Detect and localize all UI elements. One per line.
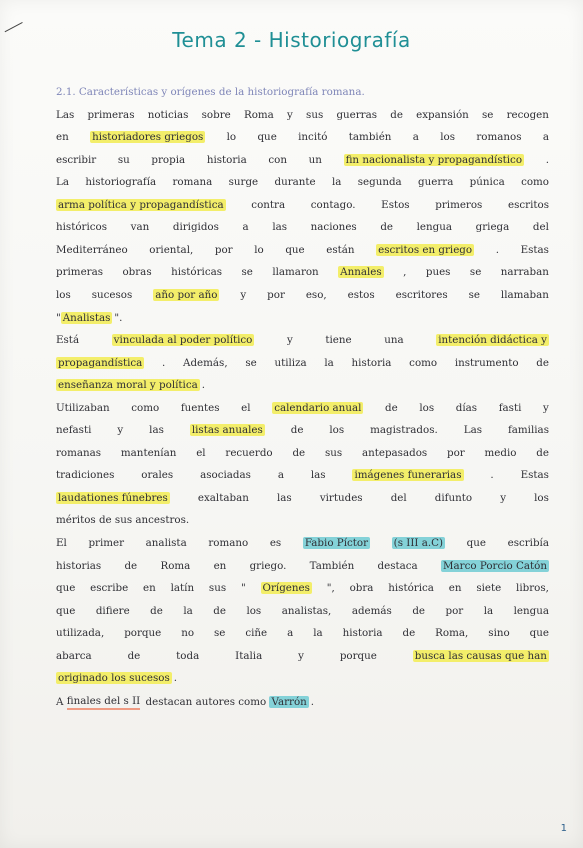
note-line — [56, 605, 549, 617]
note-word: abarca — [56, 649, 92, 662]
note-word: romana — [172, 176, 213, 189]
note-word: sucesos — [91, 288, 133, 301]
note-word: de — [536, 446, 549, 459]
note-word: en — [56, 131, 69, 144]
note-word: los — [56, 288, 71, 301]
note-word: tradiciones — [56, 469, 115, 482]
note-text: ". — [114, 311, 123, 324]
note-word: virtudes — [319, 491, 363, 504]
note-word: propia — [151, 153, 186, 166]
note-word: . — [495, 243, 499, 256]
highlighted-text: calendario anual — [274, 401, 362, 414]
note-word: surge — [228, 176, 259, 189]
note-word: guerras — [336, 108, 378, 121]
note-word: como — [131, 401, 160, 414]
note-word: en — [213, 559, 227, 572]
note-word: naciones — [310, 221, 357, 234]
note-word: van — [130, 221, 150, 234]
note-word: Roma — [243, 108, 274, 121]
note-word: magistrados. — [370, 424, 438, 437]
note-word: contra — [251, 198, 286, 211]
highlighted-text: Annales — [340, 266, 382, 279]
note-word: utilizada, — [56, 627, 105, 640]
note-word: latín — [170, 582, 195, 595]
note-word: por — [214, 243, 233, 256]
note-word: de — [402, 627, 416, 640]
note-word: analista — [145, 537, 187, 549]
note-word: primeras — [56, 266, 104, 279]
note-word: se — [482, 108, 494, 121]
note-word: la — [183, 604, 193, 617]
note-word: segunda — [357, 176, 402, 189]
highlighted-text: fin nacionalista y propagandístico — [345, 153, 523, 166]
note-word: romanos — [476, 131, 522, 144]
note-word: Roma — [160, 559, 191, 572]
note-word: de — [290, 424, 304, 437]
highlighted-text: Analistas — [62, 311, 111, 324]
highlighted-text: Fabio Píctor — [304, 537, 369, 549]
note-word: un — [308, 153, 322, 166]
note-word: de — [127, 649, 141, 662]
note-line — [56, 154, 549, 166]
note-word: toda — [176, 649, 200, 662]
note-word: Utilizaban — [56, 401, 110, 414]
note-word: historias — [56, 559, 102, 572]
note-word: noticias — [147, 108, 189, 121]
note-word: sus — [306, 108, 324, 121]
note-word: romanas — [56, 446, 102, 459]
note-word: obra — [349, 582, 374, 595]
note-word: escribía — [507, 537, 549, 549]
note-line — [56, 199, 549, 211]
note-word: primeras — [87, 108, 135, 121]
note-word: las — [272, 221, 288, 234]
note-word: familias — [507, 424, 549, 437]
note-word: recuerdo — [225, 446, 273, 459]
note-word: difiere — [95, 604, 130, 617]
note-word: y — [543, 401, 549, 414]
note-word: el — [241, 401, 251, 414]
note-word: se — [241, 266, 253, 279]
note-word: utiliza — [274, 356, 307, 369]
note-word: a — [242, 221, 249, 234]
note-word: el — [196, 446, 206, 459]
highlighted-text: enseñanza moral y política — [58, 379, 198, 392]
note-word: llamaron — [272, 266, 319, 279]
note-word: no — [181, 627, 195, 640]
note-word: historiografía — [85, 176, 157, 189]
note-word: fasti — [498, 401, 522, 414]
note-word: se — [469, 266, 482, 279]
note-word: sus — [324, 446, 343, 459]
note-word: narraban — [500, 266, 549, 279]
note-word: primer — [88, 537, 125, 549]
note-word: ", — [326, 582, 335, 595]
note-word: El — [56, 537, 67, 549]
note-word: lengua — [416, 221, 453, 234]
note-word: nefasti — [56, 424, 92, 437]
note-line — [56, 379, 549, 391]
note-word: se — [214, 627, 226, 640]
note-word: los — [246, 604, 262, 617]
note-word: Las — [463, 424, 482, 437]
note-word: que — [285, 243, 305, 256]
note-word: sus — [208, 582, 227, 595]
note-word: instrumento — [454, 356, 519, 369]
note-word: a — [287, 627, 294, 640]
note-word: históricos — [56, 221, 108, 234]
note-word: La — [56, 176, 69, 189]
note-word: y — [298, 649, 304, 662]
note-word: las — [276, 491, 292, 504]
note-word: asociadas — [200, 469, 251, 482]
note-text: . — [201, 379, 206, 392]
note-word: fuentes — [180, 401, 220, 414]
note-line — [56, 627, 549, 639]
note-word: que — [466, 537, 486, 549]
highlighted-text: busca las causas que han — [414, 649, 547, 662]
note-word: también — [348, 131, 392, 144]
note-word: por — [267, 288, 285, 301]
note-word: históricas — [171, 266, 223, 279]
note-word: escribir — [56, 153, 97, 166]
note-word: de — [150, 604, 163, 617]
note-word: recogen — [506, 108, 549, 121]
note-line — [56, 424, 549, 436]
note-word: y — [500, 491, 507, 504]
note-word: dirigidos — [172, 221, 219, 234]
note-line — [56, 176, 549, 188]
highlighted-text: propagandística — [58, 356, 143, 369]
note-word: que — [257, 131, 277, 144]
note-word: Estos — [381, 198, 410, 211]
note-word: . — [490, 469, 494, 482]
note-word: libros, — [516, 582, 549, 595]
highlighted-text: intención didáctica y — [438, 334, 547, 347]
note-word: incitó — [298, 131, 328, 144]
note-word: las — [149, 424, 164, 437]
note-word: sobre — [201, 108, 231, 121]
note-word: También — [309, 559, 355, 572]
note-word: en — [143, 582, 156, 595]
highlighted-text: Marco Porcio Catón — [442, 559, 547, 572]
section-heading: 2.1. Características y orígenes de la historiografía romana. — [56, 86, 365, 98]
note-word: durante — [274, 176, 316, 189]
note-word: y — [117, 424, 124, 437]
note-word: llamaban — [500, 288, 549, 301]
note-word: de — [412, 604, 425, 617]
note-word: obras — [122, 266, 152, 279]
note-word: y — [287, 108, 293, 121]
note-line — [56, 289, 549, 301]
page-title: Tema 2 - Historiografía — [172, 28, 411, 52]
note-line — [56, 131, 549, 143]
note-word: es — [269, 537, 282, 549]
note-line — [56, 244, 549, 256]
note-line — [56, 650, 549, 662]
note-word: una — [384, 334, 404, 347]
note-word: antepasados — [361, 446, 428, 459]
note-word: Mediterráneo — [56, 243, 128, 256]
note-word: los — [329, 424, 345, 437]
note-word: de — [213, 604, 226, 617]
note-line — [56, 560, 549, 572]
note-text: . — [310, 696, 315, 709]
note-word: oriental, — [149, 243, 194, 256]
note-word: lo — [254, 243, 264, 256]
note-line — [56, 109, 549, 121]
note-word: por — [445, 604, 464, 617]
note-word: en — [448, 582, 462, 595]
note-word: exaltaban — [197, 491, 249, 504]
note-line — [56, 86, 549, 98]
note-word: la — [313, 627, 323, 640]
note-text: " — [56, 311, 61, 324]
note-text: destacan autores como — [142, 696, 270, 709]
note-word: Italia — [235, 649, 263, 662]
highlighted-text: Varrón — [271, 696, 307, 709]
note-word: como — [521, 176, 549, 189]
note-word: del — [390, 491, 407, 504]
note-word: porque — [124, 627, 162, 640]
note-word: lo — [226, 131, 237, 144]
note-word: guerra — [418, 176, 454, 189]
highlighted-text: imágenes funerarias — [354, 469, 462, 482]
note-word: medio — [484, 446, 517, 459]
highlighted-text: año por año — [155, 288, 218, 301]
note-word: de — [292, 446, 306, 459]
highlighted-text: escritos en griego — [378, 243, 473, 256]
note-word: y — [240, 288, 247, 301]
highlighted-text: finales del s II — [67, 695, 141, 710]
note-word: pues — [425, 266, 451, 279]
note-word: de — [380, 221, 394, 234]
note-word: escritos — [508, 198, 549, 211]
note-line — [56, 447, 549, 459]
note-word: , — [403, 266, 407, 279]
note-line — [56, 221, 549, 233]
note-word: destaca — [377, 559, 418, 572]
note-word: a — [542, 131, 549, 144]
note-word: lengua — [513, 604, 549, 617]
note-word: se — [468, 288, 480, 301]
highlighted-text: originado los sucesos — [58, 672, 170, 685]
note-line — [56, 537, 549, 549]
note-word: los — [440, 131, 456, 144]
note-word: " — [240, 582, 246, 595]
note-line — [56, 334, 549, 346]
note-word: escribe — [90, 582, 129, 595]
note-word: los — [534, 491, 549, 504]
note-word: orales — [141, 469, 174, 482]
note-line — [56, 695, 549, 710]
note-line — [56, 266, 549, 278]
note-word: la — [331, 176, 342, 189]
note-word: primeros — [435, 198, 483, 211]
note-word: historia — [351, 356, 392, 369]
highlighted-text: Orígenes — [262, 582, 310, 595]
note-line — [56, 357, 549, 369]
note-word: mantenían — [120, 446, 177, 459]
highlighted-text: (s III a.C) — [393, 537, 444, 549]
note-word: eso, — [305, 288, 327, 301]
note-word: se — [245, 356, 257, 369]
note-text: méritos de sus ancestros. — [56, 514, 190, 527]
page-number: 1 — [560, 823, 567, 834]
note-text: . — [173, 672, 178, 685]
note-word: historia — [342, 627, 383, 640]
note-word: que — [56, 604, 76, 617]
note-word: Estas — [520, 243, 549, 256]
highlighted-text: listas anuales — [191, 424, 263, 437]
note-word: Además, — [183, 356, 228, 369]
note-line — [56, 469, 549, 481]
note-word: de — [124, 559, 138, 572]
note-word: romano — [208, 537, 249, 549]
note-word: y — [286, 334, 293, 347]
note-word: están — [326, 243, 355, 256]
note-word: con — [268, 153, 287, 166]
note-word: a — [412, 131, 419, 144]
note-word: por — [447, 446, 465, 459]
note-word: ciñe — [245, 627, 268, 640]
note-word: a — [277, 469, 284, 482]
note-word: Estas — [520, 469, 549, 482]
note-line — [56, 672, 549, 684]
note-word: Roma, — [435, 627, 469, 640]
note-word: estos — [347, 288, 375, 301]
highlighted-text: laudationes fúnebres — [58, 491, 168, 504]
note-text: A — [56, 696, 67, 709]
note-word: escritores — [395, 288, 448, 301]
note-word: histórica — [388, 582, 434, 595]
note-word: expansión — [416, 108, 469, 121]
note-word: Las — [56, 108, 75, 121]
note-word: siete — [476, 582, 502, 595]
note-word: contago. — [310, 198, 356, 211]
note-word: difunto — [434, 491, 473, 504]
highlighted-text: historiadores griegos — [92, 131, 204, 144]
note-word: . — [162, 356, 166, 369]
note-word: de — [385, 401, 398, 414]
note-word: que — [56, 582, 76, 595]
note-word: del — [532, 221, 549, 234]
note-word: su — [117, 153, 130, 166]
note-word: además — [351, 604, 392, 617]
note-line — [56, 312, 549, 324]
note-word: días — [455, 401, 478, 414]
note-word: púnica — [469, 176, 505, 189]
note-word: Está — [56, 334, 80, 347]
highlighted-text: arma política y propagandística — [58, 198, 224, 211]
note-line — [56, 492, 549, 504]
note-word: historia — [206, 153, 247, 166]
note-word: porque — [339, 649, 377, 662]
highlighted-text: vinculada al poder político — [113, 334, 253, 347]
note-word: griega — [475, 221, 510, 234]
note-line — [56, 402, 549, 414]
note-word: sino — [488, 627, 510, 640]
note-word: que — [529, 627, 549, 640]
note-word: la — [324, 356, 334, 369]
note-line — [56, 514, 549, 526]
note-word: las — [310, 469, 326, 482]
note-word: de — [390, 108, 403, 121]
note-word: . — [545, 153, 549, 166]
note-line — [56, 582, 549, 594]
note-word: tiene — [325, 334, 352, 347]
note-word: los — [419, 401, 435, 414]
note-word: como — [409, 356, 438, 369]
note-word: de — [536, 356, 549, 369]
note-word: analistas, — [281, 604, 332, 617]
note-word: griego. — [249, 559, 287, 572]
note-word: la — [483, 604, 494, 617]
